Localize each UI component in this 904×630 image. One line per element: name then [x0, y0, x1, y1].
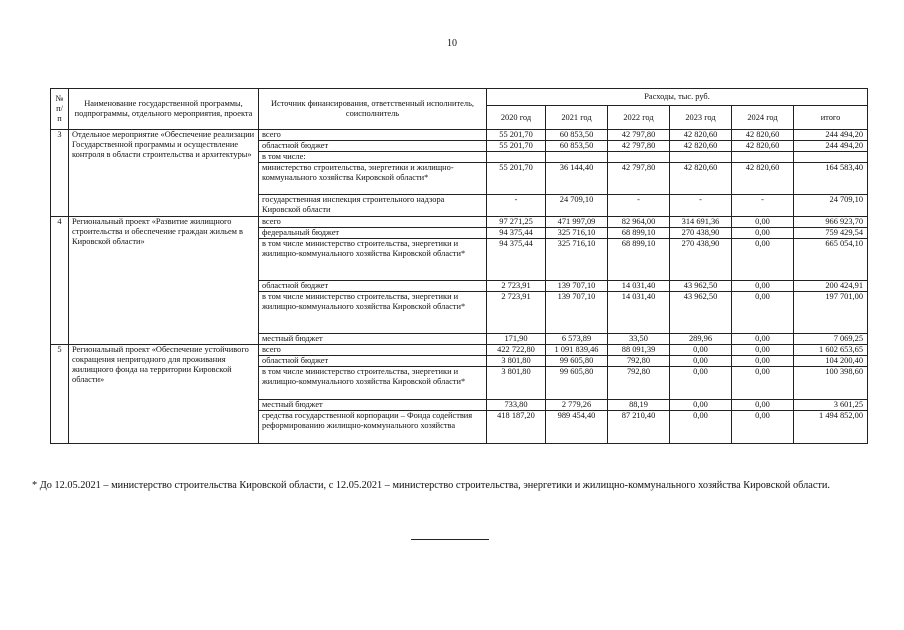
budget-table: [50, 88, 868, 444]
amount-cell: 139 707,10: [546, 292, 608, 334]
row-number: 4: [51, 217, 69, 345]
table-body: [51, 130, 868, 444]
funding-source: министерство строительства, энергетики и жилищно-коммунального хозяйства Кировской области*: [259, 163, 487, 195]
total-cell: 24 709,10: [794, 195, 868, 217]
total-cell: 1 602 653,65: [794, 345, 868, 356]
amount-cell: 6 573,89: [546, 334, 608, 345]
total-cell: 200 424,91: [794, 281, 868, 292]
amount-cell: 0,00: [732, 356, 794, 367]
funding-source: всего: [259, 217, 487, 228]
amount-cell: -: [670, 195, 732, 217]
row-number: 5: [51, 345, 69, 444]
amount-cell: 2 779,26: [546, 400, 608, 411]
amount-cell: -: [732, 195, 794, 217]
amount-cell: 42 797,80: [608, 130, 670, 141]
amount-cell: 42 797,80: [608, 141, 670, 152]
amount-cell: 471 997,09: [546, 217, 608, 228]
table-row: [51, 130, 868, 141]
amount-cell: 3 801,80: [487, 367, 546, 400]
header-source: Источник финансирования, ответственный исполнитель, соисполнитель: [259, 89, 487, 130]
amount-cell: 87 210,40: [608, 411, 670, 444]
amount-cell: 325 716,10: [546, 228, 608, 239]
amount-cell: 42 820,60: [732, 163, 794, 195]
amount-cell: 314 691,36: [670, 217, 732, 228]
amount-cell: 3 801,80: [487, 356, 546, 367]
header-name: Наименование государственной программы, подпрограммы, отдельного мероприятия, проекта: [69, 89, 259, 130]
amount-cell: 418 187,20: [487, 411, 546, 444]
amount-cell: 60 853,50: [546, 141, 608, 152]
header-year-2021: 2021 год: [546, 106, 608, 130]
amount-cell: -: [608, 195, 670, 217]
total-cell: 7 069,25: [794, 334, 868, 345]
amount-cell: [732, 152, 794, 163]
funding-source: государственная инспекция строительного надзора Кировской области: [259, 195, 487, 217]
signature-line: [411, 539, 489, 540]
total-cell: 759 429,54: [794, 228, 868, 239]
amount-cell: 0,00: [732, 345, 794, 356]
amount-cell: 0,00: [732, 239, 794, 281]
amount-cell: 0,00: [732, 292, 794, 334]
funding-source: местный бюджет: [259, 400, 487, 411]
total-cell: 1 494 852,00: [794, 411, 868, 444]
amount-cell: 42 820,60: [670, 141, 732, 152]
amount-cell: [670, 152, 732, 163]
amount-cell: 0,00: [670, 345, 732, 356]
funding-source: в том числе министерство строительства, энергетики и жилищно-коммунального хозяйства Кировской области*: [259, 367, 487, 400]
funding-source: всего: [259, 130, 487, 141]
amount-cell: 55 201,70: [487, 141, 546, 152]
amount-cell: 88 091,39: [608, 345, 670, 356]
amount-cell: 55 201,70: [487, 163, 546, 195]
total-cell: 665 054,10: [794, 239, 868, 281]
amount-cell: 0,00: [732, 228, 794, 239]
program-name: Региональный проект «Развитие жилищного строительства и обеспечение граждан жильем в Кировской области»: [69, 217, 259, 345]
amount-cell: 270 438,90: [670, 228, 732, 239]
amount-cell: 0,00: [732, 400, 794, 411]
amount-cell: 24 709,10: [546, 195, 608, 217]
amount-cell: [608, 152, 670, 163]
total-cell: 164 583,40: [794, 163, 868, 195]
amount-cell: 94 375,44: [487, 228, 546, 239]
funding-source: областной бюджет: [259, 141, 487, 152]
amount-cell: 42 820,60: [670, 163, 732, 195]
amount-cell: 733,80: [487, 400, 546, 411]
total-cell: 244 494,20: [794, 141, 868, 152]
amount-cell: 0,00: [670, 367, 732, 400]
amount-cell: 36 144,40: [546, 163, 608, 195]
amount-cell: 33,50: [608, 334, 670, 345]
header-row-top: [51, 89, 868, 106]
header-year-2022: 2022 год: [608, 106, 670, 130]
amount-cell: 99 605,80: [546, 367, 608, 400]
program-name: Региональный проект «Обеспечение устойчивого сокращения непригодного для проживания жилищного фонда на территории Кировской области»: [69, 345, 259, 444]
amount-cell: 68 899,10: [608, 228, 670, 239]
amount-cell: 989 454,40: [546, 411, 608, 444]
funding-source: в том числе:: [259, 152, 487, 163]
amount-cell: 60 853,50: [546, 130, 608, 141]
amount-cell: 68 899,10: [608, 239, 670, 281]
table-row: [51, 217, 868, 228]
funding-source: в том числе министерство строительства, энергетики и жилищно-коммунального хозяйства Кировской области*: [259, 239, 487, 281]
amount-cell: 171,90: [487, 334, 546, 345]
amount-cell: 42 820,60: [732, 141, 794, 152]
header-year-2023: 2023 год: [670, 106, 732, 130]
funding-source: местный бюджет: [259, 334, 487, 345]
amount-cell: 792,80: [608, 356, 670, 367]
total-cell: 104 200,40: [794, 356, 868, 367]
funding-source: областной бюджет: [259, 356, 487, 367]
amount-cell: 792,80: [608, 367, 670, 400]
total-cell: [794, 152, 868, 163]
amount-cell: 1 091 839,46: [546, 345, 608, 356]
amount-cell: 82 964,00: [608, 217, 670, 228]
amount-cell: 0,00: [670, 356, 732, 367]
amount-cell: 139 707,10: [546, 281, 608, 292]
amount-cell: 42 820,60: [670, 130, 732, 141]
amount-cell: 0,00: [670, 400, 732, 411]
header-num: № п/п: [51, 89, 69, 130]
header-expenses: Расходы, тыс. руб.: [487, 89, 868, 106]
funding-source: федеральный бюджет: [259, 228, 487, 239]
header-year-2024: 2024 год: [732, 106, 794, 130]
total-cell: 244 494,20: [794, 130, 868, 141]
amount-cell: 270 438,90: [670, 239, 732, 281]
amount-cell: 97 271,25: [487, 217, 546, 228]
amount-cell: 88,19: [608, 400, 670, 411]
amount-cell: 325 716,10: [546, 239, 608, 281]
amount-cell: 0,00: [732, 334, 794, 345]
amount-cell: 289,96: [670, 334, 732, 345]
amount-cell: 43 962,50: [670, 281, 732, 292]
amount-cell: [546, 152, 608, 163]
funding-source: средства государственной корпорации – Фонда содействия реформированию жилищно-коммунального хозяйства: [259, 411, 487, 444]
amount-cell: 99 605,80: [546, 356, 608, 367]
funding-source: в том числе министерство строительства, энергетики и жилищно-коммунального хозяйства Кировской области*: [259, 292, 487, 334]
funding-source: всего: [259, 345, 487, 356]
amount-cell: 55 201,70: [487, 130, 546, 141]
total-cell: 3 601,25: [794, 400, 868, 411]
amount-cell: 14 031,40: [608, 292, 670, 334]
amount-cell: -: [487, 195, 546, 217]
amount-cell: 0,00: [732, 411, 794, 444]
total-cell: 100 398,60: [794, 367, 868, 400]
page-number: 10: [447, 38, 457, 49]
amount-cell: 2 723,91: [487, 281, 546, 292]
amount-cell: 42 797,80: [608, 163, 670, 195]
funding-source: областной бюджет: [259, 281, 487, 292]
amount-cell: 0,00: [732, 281, 794, 292]
header-year-2020: 2020 год: [487, 106, 546, 130]
amount-cell: 422 722,80: [487, 345, 546, 356]
amount-cell: [487, 152, 546, 163]
amount-cell: 94 375,44: [487, 239, 546, 281]
amount-cell: 2 723,91: [487, 292, 546, 334]
table-row: [51, 345, 868, 356]
amount-cell: 42 820,60: [732, 130, 794, 141]
total-cell: 966 923,70: [794, 217, 868, 228]
total-cell: 197 701,00: [794, 292, 868, 334]
amount-cell: 43 962,50: [670, 292, 732, 334]
amount-cell: 0,00: [732, 217, 794, 228]
amount-cell: 14 031,40: [608, 281, 670, 292]
header-total: итого: [794, 106, 868, 130]
footnote: * До 12.05.2021 – министерство строительства Кировской области, с 12.05.2021 – министерство строительства, энергетики и жилищно-коммунального хозяйства Кировской области.: [32, 480, 830, 491]
amount-cell: 0,00: [732, 367, 794, 400]
program-name: Отдельное мероприятие «Обеспечение реализации Государственной программы и осуществление контроля в области строительства и архитектуры»: [69, 130, 259, 217]
amount-cell: 0,00: [670, 411, 732, 444]
row-number: 3: [51, 130, 69, 217]
